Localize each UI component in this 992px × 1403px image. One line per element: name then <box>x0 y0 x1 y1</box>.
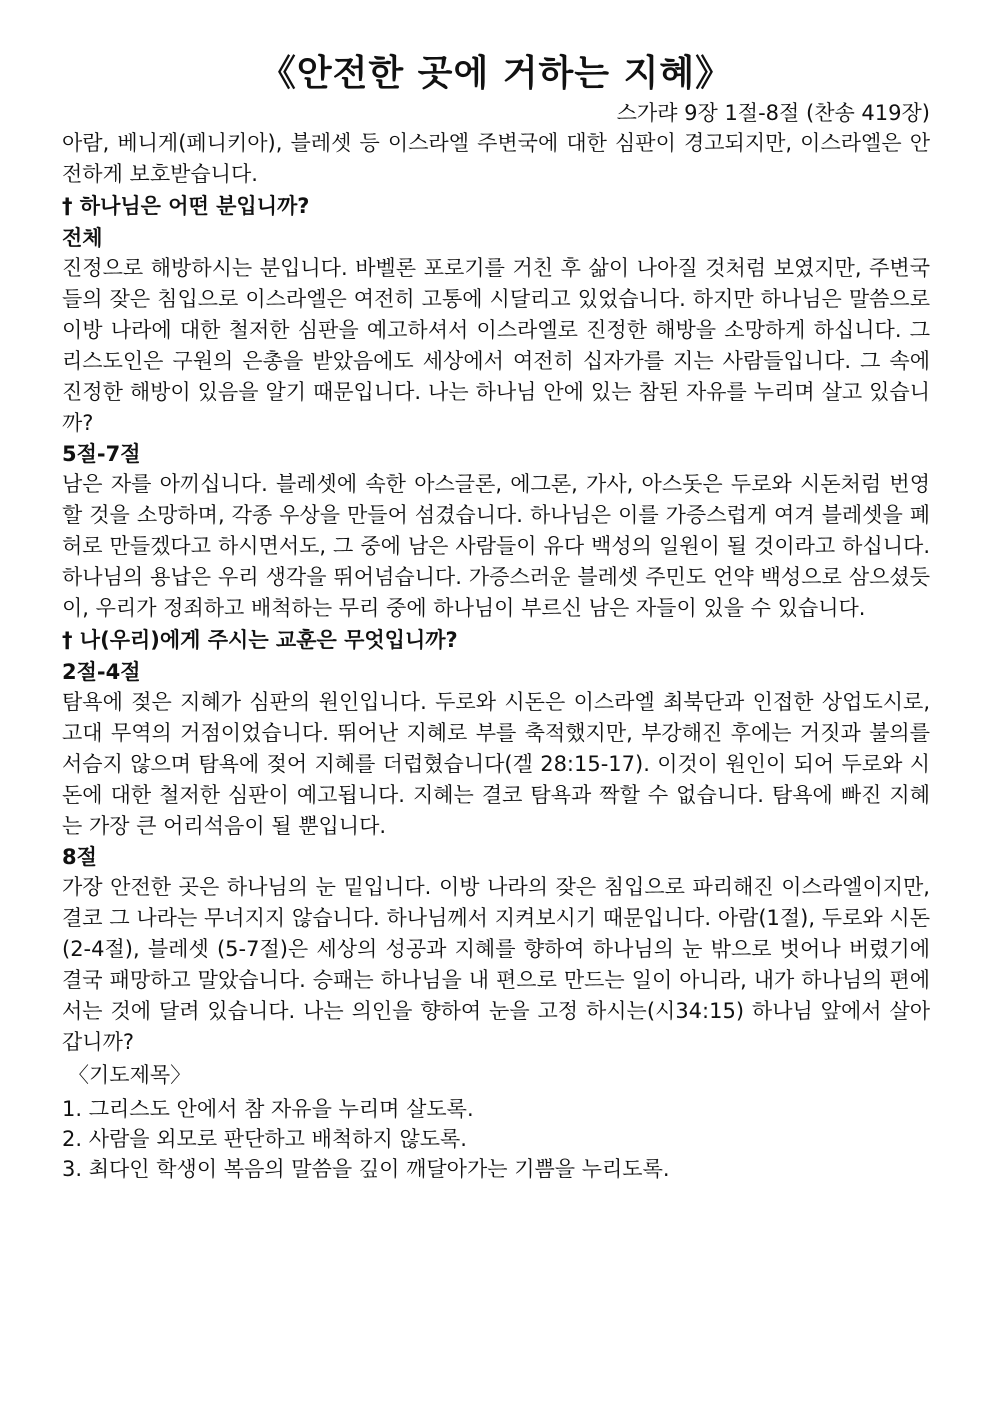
part-label: 8절 <box>62 845 97 869</box>
part-text: 탐욕에 젖은 지혜가 심판의 원인입니다. 두로와 시돈은 이스라엘 최북단과 인접한 상업도시로, 고대 무역의 거점이었습니다. 뛰어난 지혜로 부를 축적했지만, 부강해진 후에는 거짓과 불의를 서슴지 않으며 탐욕에 젖어 지혜를 더럽혔습니다(겔 28:15-17). 이것이 원인이 되어 두로와 시돈에 대한 철저한 심판이 예고됩니다. 지혜는 결코 탐욕과 짝할 수 없습니다. 탐욕에 빠진 지혜는 가장 큰 어리석음이 될 뿐입니다. <box>62 690 930 838</box>
prayer-list <box>62 1094 930 1184</box>
page-title: 《안전한 곳에 거하는 지혜》 <box>259 53 733 94</box>
prayer-section <box>62 1060 930 1184</box>
part-label: 2절-4절 <box>62 660 141 684</box>
section-heading: † 하나님은 어떤 분입니까? <box>62 194 310 218</box>
part-text: 진정으로 해방하시는 분입니다. 바벨론 포로기를 거친 후 삶이 나아질 것처럼 보였지만, 주변국들의 잦은 침입으로 이스라엘은 여전히 고통에 시달리고 있었습니다. 하지만 하나님은 말씀으로 이방 나라에 대한 철저한 심판을 예고하셔서 이스라엘로 진정한 해방을 소망하게 하십니다. 그리스도인은 구원의 은총을 받았음에도 세상에서 여전히 십자가를 지는 사람들입니다. 그 속에 진정한 해방이 있음을 알기 때문입니다. 나는 하나님 안에 있는 참된 자유를 누리며 살고 있습니까? <box>62 256 930 435</box>
scripture-reference: 스가랴 9장 1절-8절 (찬송 419장) <box>616 101 930 125</box>
part-label: 전체 <box>62 226 103 250</box>
part-text: 가장 안전한 곳은 하나님의 눈 밑입니다. 이방 나라의 잦은 침입으로 파리해진 이스라엘이지만, 결코 그 나라는 무너지지 않습니다. 하나님께서 지켜보시기 때문입니다. 아람(1절), 두로와 시돈(2-4절), 블레셋 (5-7절)은 세상의 성공과 지혜를 향하여 하나님의 눈 밖으로 벗어나 버렸기에 결국 패망하고 말았습니다. 승패는 하나님을 내 편으로 만드는 일이 아니라, 내가 하나님의 편에 서는 것에 달려 있습니다. 나는 의인을 향하여 눈을 고정 하시는(시34:15) 하나님 앞에서 살아갑니까? <box>62 875 930 1054</box>
part-label: 5절-7절 <box>62 442 141 466</box>
section-lesson <box>62 624 930 1058</box>
list-item: 1. 그리스도 안에서 참 자유을 누리며 살도록. <box>62 1097 474 1121</box>
section-who-is-god <box>62 190 930 624</box>
list-item: 2. 사람을 외모로 판단하고 배척하지 않도록. <box>62 1127 467 1151</box>
list-item: 3. 최다인 학생이 복음의 말씀을 깊이 깨달아가는 기쁨을 누리도록. <box>62 1157 670 1181</box>
prayer-heading: 〈기도제목〉 <box>68 1063 192 1087</box>
section-heading: † 나(우리)에게 주시는 교훈은 무엇입니까? <box>62 628 458 652</box>
devotional-page <box>62 50 930 1184</box>
part-text: 남은 자를 아끼십니다. 블레셋에 속한 아스글론, 에그론, 가사, 아스돗은 두로와 시돈처럼 번영할 것을 소망하며, 각종 우상을 만들어 섬겼습니다. 하나님은 이를 가증스럽게 여겨 블레셋을 폐허로 만들겠다고 하시면서도, 그 중에 남은 사람들이 유다 백성의 일원이 될 것이라고 하십니다. 하나님의 용납은 우리 생각을 뛰어넘습니다. 가증스러운 블레셋 주민도 언약 백성으로 삼으셨듯이, 우리가 정죄하고 배척하는 무리 중에 하나님이 부르신 남은 자들이 있을 수 있습니다. <box>62 472 930 620</box>
intro-paragraph: 아람, 베니게(페니키아), 블레셋 등 이스라엘 주변국에 대한 심판이 경고되지만, 이스라엘은 안전하게 보호받습니다. <box>62 131 930 186</box>
